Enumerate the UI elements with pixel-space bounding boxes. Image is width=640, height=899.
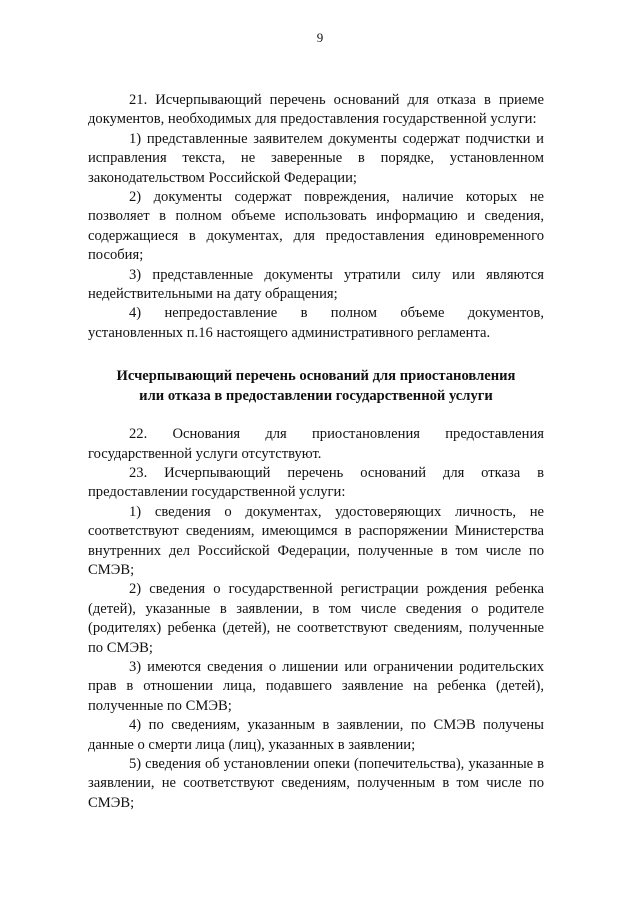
page-number: 9 [316, 30, 324, 45]
section-23-item-2: 2) сведения о государственной регистрации рождения ребенка (детей), указанные в заявлении, в том числе сведения о родителе (родителях) ребенка (детей), не соответствуют сведениям, полученные по СМЭВ; [88, 581, 544, 656]
section-heading-line-1: Исчерпывающий перечень оснований для приостановления [116, 368, 516, 385]
section-21-item-2: 2) документы содержат повреждения, наличие которых не позволяет в полном объеме использовать информацию и сведения, содержащиеся в документах, для предоставления единовременного пособия; [88, 189, 544, 264]
section-23-item-3: 3) имеются сведения о лишении или ограничении родительских прав в отношении лица, подавшего заявление на ребенка (детей), полученные по СМЭВ; [88, 658, 544, 714]
section-23-item-1: 1) сведения о документах, удостоверяющих личность, не соответствуют сведениям, имеющимся в распоряжении Министерства внутренних дел Российской Федерации, полученные в том числе по СМЭВ; [88, 503, 544, 578]
section-23-item-4: 4) по сведениям, указанным в заявлении, по СМЭВ получены данные о смерти лица (лиц), указанных в заявлении; [88, 717, 544, 753]
section-heading [88, 367, 544, 406]
section-23-intro: 23. Исчерпывающий перечень оснований для отказа в предоставлении государственной услуги: [88, 464, 544, 501]
section-21-intro: 21. Исчерпывающий перечень оснований для отказа в приеме документов, необходимых для предоставления государственной услуги: [88, 92, 544, 128]
section-heading-line-2: или отказа в предоставлении государственной услуги [139, 387, 493, 404]
document-body [88, 91, 544, 813]
section-23-item-5: 5) сведения об установлении опеки (попечительства), указанные в заявлении, не соответствуют сведениям, полученным в том числе по СМЭВ; [88, 756, 544, 811]
section-21-item-3: 3) представленные документы утратили силу или являются недействительными на дату обращения; [88, 266, 544, 303]
section-22: 22. Основания для приостановления предоставления государственной услуги отсутствуют. [88, 426, 544, 462]
section-21-item-1: 1) представленные заявителем документы содержат подчистки и исправления текста, не заверенные в порядке, установленном законодательством Российской Федерации; [88, 130, 544, 186]
section-21-item-4: 4) непредоставление в полном объеме документов, установленных п.16 настоящего административного регламента. [88, 305, 544, 341]
